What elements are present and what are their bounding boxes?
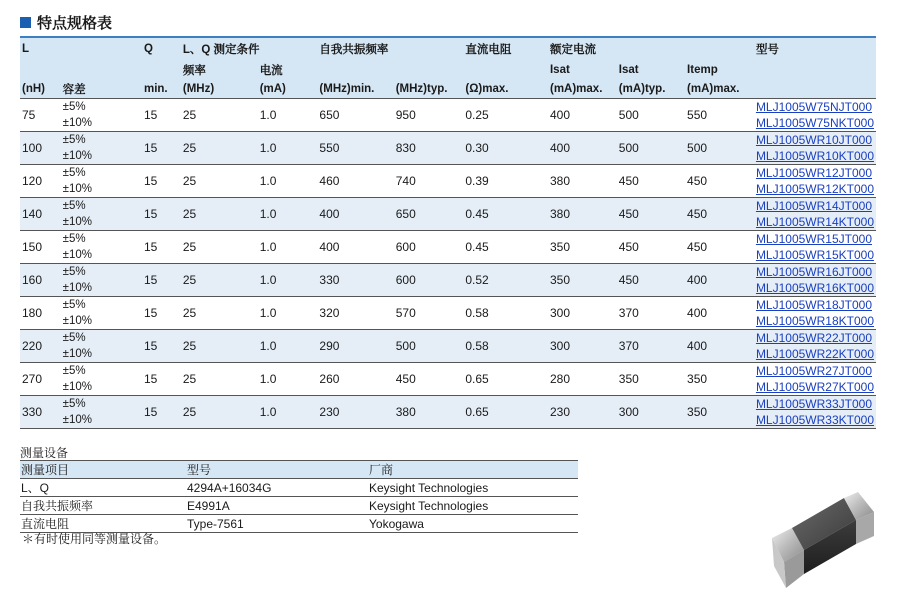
equipment-note: ＊有时使用同等测量设备。 <box>22 532 167 546</box>
header-part-number: 型号 <box>754 37 876 60</box>
q-value: 15 <box>142 231 181 264</box>
header-q: Q <box>142 37 181 60</box>
spec-row <box>20 297 876 330</box>
page-title <box>20 8 112 36</box>
itemp-value: 400 <box>685 264 754 297</box>
isat-typ-value: 500 <box>617 132 685 165</box>
tolerance-10: ±10% <box>62 315 92 327</box>
isat-typ-value: 370 <box>617 330 685 363</box>
header-itemp-max: (mA)max. <box>685 80 754 99</box>
header-current: 电流 <box>259 65 283 77</box>
tolerance-cell <box>61 99 142 132</box>
header-srf: 自我共振频率 <box>317 37 463 60</box>
part-number-link[interactable]: MLJ1005WR27KT000 <box>755 380 874 394</box>
equipment-item: 直流电阻 <box>20 515 186 533</box>
dcr-value: 0.58 <box>463 330 548 363</box>
q-value: 15 <box>142 99 181 132</box>
current-value: 1.0 <box>258 231 318 264</box>
part-number-cell <box>754 132 876 165</box>
header-isat-1: Isat <box>549 64 570 76</box>
header-srf-typ: (MHz)typ. <box>394 80 464 99</box>
part-number-cell <box>754 330 876 363</box>
header-rated-current: 额定电流 <box>548 37 754 60</box>
isat-typ-value: 500 <box>617 99 685 132</box>
current-value: 1.0 <box>258 330 318 363</box>
freq-value: 25 <box>181 231 258 264</box>
part-number-link[interactable]: MLJ1005WR16KT000 <box>755 281 874 295</box>
srf-min-value: 460 <box>317 165 393 198</box>
isat-typ-value: 450 <box>617 165 685 198</box>
tolerance-cell <box>61 132 142 165</box>
isat-max-value: 350 <box>548 231 617 264</box>
isat-max-value: 230 <box>548 396 617 429</box>
equipment-maker: Keysight Technologies <box>368 497 578 515</box>
tolerance-5: ±5% <box>62 266 86 278</box>
dcr-value: 0.65 <box>463 396 548 429</box>
part-number-link[interactable]: MLJ1005WR16JT000 <box>755 265 872 279</box>
itemp-value: 450 <box>685 231 754 264</box>
tolerance-10: ±10% <box>62 150 92 162</box>
header-isat-max: (mA)max. <box>548 80 617 99</box>
part-number-link[interactable]: MLJ1005W75NJT000 <box>755 100 872 114</box>
dcr-value: 0.30 <box>463 132 548 165</box>
dcr-value: 0.65 <box>463 363 548 396</box>
equipment-title: 测量设备 <box>20 446 69 460</box>
isat-typ-value: 450 <box>617 198 685 231</box>
srf-min-value: 320 <box>317 297 393 330</box>
dcr-value: 0.52 <box>463 264 548 297</box>
q-value: 15 <box>142 297 181 330</box>
dcr-value: 0.39 <box>463 165 548 198</box>
part-number-link[interactable]: MLJ1005WR10JT000 <box>755 133 872 147</box>
header-tolerance: 容差 <box>61 80 142 99</box>
part-number-link[interactable]: MLJ1005WR22JT000 <box>755 331 872 345</box>
freq-value: 25 <box>181 363 258 396</box>
isat-max-value: 380 <box>548 165 617 198</box>
part-number-link[interactable]: MLJ1005WR18KT000 <box>755 314 874 328</box>
equipment-item: L、Q <box>20 479 186 497</box>
tolerance-cell <box>61 165 142 198</box>
srf-min-value: 330 <box>317 264 393 297</box>
part-number-link[interactable]: MLJ1005WR15JT000 <box>755 232 872 246</box>
spec-row <box>20 330 876 363</box>
itemp-value: 450 <box>685 165 754 198</box>
q-value: 15 <box>142 132 181 165</box>
title-marker-icon <box>20 17 31 28</box>
q-value: 15 <box>142 330 181 363</box>
current-value: 1.0 <box>258 264 318 297</box>
isat-max-value: 380 <box>548 198 617 231</box>
inductance-value: 120 <box>20 165 61 198</box>
part-number-link[interactable]: MLJ1005WR22KT000 <box>755 347 874 361</box>
equipment-model: 4294A+16034G <box>186 479 368 497</box>
itemp-value: 450 <box>685 198 754 231</box>
equipment-header-row <box>20 461 578 479</box>
tolerance-5: ±5% <box>62 134 86 146</box>
part-number-link[interactable]: MLJ1005WR15KT000 <box>755 248 874 262</box>
header-frequency: 频率 <box>182 65 206 77</box>
inductance-value: 180 <box>20 297 61 330</box>
q-value: 15 <box>142 396 181 429</box>
q-value: 15 <box>142 264 181 297</box>
part-number-cell <box>754 231 876 264</box>
freq-value: 25 <box>181 132 258 165</box>
part-number-link[interactable]: MLJ1005WR12KT000 <box>755 182 874 196</box>
equipment-maker: Yokogawa <box>368 515 578 533</box>
q-value: 15 <box>142 198 181 231</box>
tolerance-cell <box>61 264 142 297</box>
srf-min-value: 650 <box>317 99 393 132</box>
inductance-value: 330 <box>20 396 61 429</box>
part-number-link[interactable]: MLJ1005WR14JT000 <box>755 199 872 213</box>
dcr-value: 0.25 <box>463 99 548 132</box>
inductor-chip-image <box>768 490 880 594</box>
freq-value: 25 <box>181 297 258 330</box>
freq-value: 25 <box>181 99 258 132</box>
dcr-value: 0.58 <box>463 297 548 330</box>
srf-min-value: 260 <box>317 363 393 396</box>
freq-value: 25 <box>181 198 258 231</box>
tolerance-10: ±10% <box>62 183 92 195</box>
isat-max-value: 350 <box>548 264 617 297</box>
part-number-cell <box>754 198 876 231</box>
part-number-cell <box>754 396 876 429</box>
header-itemp: Itemp <box>687 64 718 76</box>
spec-row <box>20 198 876 231</box>
equipment-item: 自我共振频率 <box>20 497 186 515</box>
header-unit-ma: (mA) <box>258 80 318 99</box>
srf-min-value: 290 <box>317 330 393 363</box>
isat-max-value: 400 <box>548 99 617 132</box>
tolerance-5: ±5% <box>62 365 86 377</box>
isat-typ-value: 450 <box>617 264 685 297</box>
isat-typ-value: 450 <box>617 231 685 264</box>
part-number-cell <box>754 165 876 198</box>
isat-typ-value: 300 <box>617 396 685 429</box>
freq-value: 25 <box>181 264 258 297</box>
current-value: 1.0 <box>258 297 318 330</box>
equipment-header-item: 测量项目 <box>20 461 186 479</box>
itemp-value: 500 <box>685 132 754 165</box>
q-value: 15 <box>142 363 181 396</box>
srf-min-value: 230 <box>317 396 393 429</box>
dcr-value: 0.45 <box>463 231 548 264</box>
part-number-link[interactable]: MLJ1005WR14KT000 <box>755 215 874 229</box>
itemp-value: 350 <box>685 396 754 429</box>
current-value: 1.0 <box>258 165 318 198</box>
q-value: 15 <box>142 165 181 198</box>
spec-row <box>20 396 876 429</box>
itemp-value: 350 <box>685 363 754 396</box>
srf-typ-value: 450 <box>394 363 464 396</box>
tolerance-10: ±10% <box>62 249 92 261</box>
inductance-value: 100 <box>20 132 61 165</box>
tolerance-5: ±5% <box>62 398 86 410</box>
spec-header-row-2 <box>20 60 876 80</box>
spec-row <box>20 363 876 396</box>
spec-header-row-3 <box>20 80 876 99</box>
freq-value: 25 <box>181 330 258 363</box>
part-number-link[interactable]: MLJ1005WR18JT000 <box>755 298 872 312</box>
current-value: 1.0 <box>258 363 318 396</box>
part-number-link[interactable]: MLJ1005WR12JT000 <box>755 166 872 180</box>
srf-typ-value: 570 <box>394 297 464 330</box>
tolerance-10: ±10% <box>62 117 92 129</box>
equipment-row <box>20 497 578 515</box>
inductance-value: 150 <box>20 231 61 264</box>
srf-typ-value: 740 <box>394 165 464 198</box>
isat-max-value: 300 <box>548 330 617 363</box>
current-value: 1.0 <box>258 396 318 429</box>
part-number-link[interactable]: MLJ1005WR10KT000 <box>755 149 874 163</box>
inductance-value: 220 <box>20 330 61 363</box>
spec-table <box>20 36 876 429</box>
tolerance-5: ±5% <box>62 299 86 311</box>
page-title-text: 特点规格表 <box>37 13 113 32</box>
tolerance-5: ±5% <box>62 233 86 245</box>
header-dcr-max: (Ω)max. <box>463 80 548 99</box>
equipment-model: Type-7561 <box>186 515 368 533</box>
dcr-value: 0.45 <box>463 198 548 231</box>
equipment-row <box>20 479 578 497</box>
srf-typ-value: 600 <box>394 231 464 264</box>
isat-max-value: 300 <box>548 297 617 330</box>
header-srf-min: (MHz)min. <box>317 80 393 99</box>
srf-typ-value: 950 <box>394 99 464 132</box>
spec-header-row-1 <box>20 37 876 60</box>
tolerance-cell <box>61 297 142 330</box>
part-number-link[interactable]: MLJ1005W75NKT000 <box>755 116 874 130</box>
header-q-min: min. <box>142 80 181 99</box>
spec-row <box>20 231 876 264</box>
isat-max-value: 280 <box>548 363 617 396</box>
tolerance-cell <box>61 330 142 363</box>
inductance-value: 160 <box>20 264 61 297</box>
inductance-value: 140 <box>20 198 61 231</box>
part-number-link[interactable]: MLJ1005WR27JT000 <box>755 364 872 378</box>
header-unit-nh: (nH) <box>20 80 61 99</box>
part-number-cell <box>754 99 876 132</box>
spec-row <box>20 165 876 198</box>
isat-typ-value: 370 <box>617 297 685 330</box>
tolerance-10: ±10% <box>62 381 92 393</box>
equipment-header-model: 型号 <box>186 461 368 479</box>
tolerance-cell <box>61 396 142 429</box>
tolerance-5: ±5% <box>62 167 86 179</box>
tolerance-5: ±5% <box>62 332 86 344</box>
spec-row <box>20 132 876 165</box>
itemp-value: 400 <box>685 297 754 330</box>
header-isat-2: Isat <box>618 64 639 76</box>
header-isat-typ: (mA)typ. <box>617 80 685 99</box>
srf-min-value: 400 <box>317 231 393 264</box>
header-unit-mhz: (MHz) <box>181 80 258 99</box>
srf-typ-value: 830 <box>394 132 464 165</box>
isat-max-value: 400 <box>548 132 617 165</box>
equipment-model: E4991A <box>186 497 368 515</box>
tolerance-cell <box>61 363 142 396</box>
spec-row <box>20 264 876 297</box>
part-number-cell <box>754 264 876 297</box>
tolerance-10: ±10% <box>62 414 92 426</box>
freq-value: 25 <box>181 165 258 198</box>
freq-value: 25 <box>181 396 258 429</box>
tolerance-10: ±10% <box>62 216 92 228</box>
inductance-value: 270 <box>20 363 61 396</box>
itemp-value: 400 <box>685 330 754 363</box>
part-number-link[interactable]: MLJ1005WR33KT000 <box>755 413 874 427</box>
srf-typ-value: 500 <box>394 330 464 363</box>
tolerance-5: ±5% <box>62 200 86 212</box>
part-number-link[interactable]: MLJ1005WR33JT000 <box>755 397 872 411</box>
equipment-maker: Keysight Technologies <box>368 479 578 497</box>
srf-typ-value: 380 <box>394 396 464 429</box>
part-number-cell <box>754 297 876 330</box>
current-value: 1.0 <box>258 132 318 165</box>
equipment-header-maker: 厂商 <box>368 461 578 479</box>
tolerance-cell <box>61 231 142 264</box>
srf-min-value: 550 <box>317 132 393 165</box>
equipment-table <box>20 460 578 533</box>
itemp-value: 550 <box>685 99 754 132</box>
part-number-cell <box>754 363 876 396</box>
header-l: L <box>20 37 61 60</box>
header-dcr: 直流电阻 <box>463 37 548 60</box>
tolerance-cell <box>61 198 142 231</box>
isat-typ-value: 350 <box>617 363 685 396</box>
srf-typ-value: 600 <box>394 264 464 297</box>
spec-row <box>20 99 876 132</box>
tolerance-5: ±5% <box>62 101 86 113</box>
inductance-value: 75 <box>20 99 61 132</box>
tolerance-10: ±10% <box>62 348 92 360</box>
tolerance-10: ±10% <box>62 282 92 294</box>
header-test-conditions: L、Q 测定条件 <box>181 37 318 60</box>
current-value: 1.0 <box>258 198 318 231</box>
current-value: 1.0 <box>258 99 318 132</box>
srf-min-value: 400 <box>317 198 393 231</box>
srf-typ-value: 650 <box>394 198 464 231</box>
